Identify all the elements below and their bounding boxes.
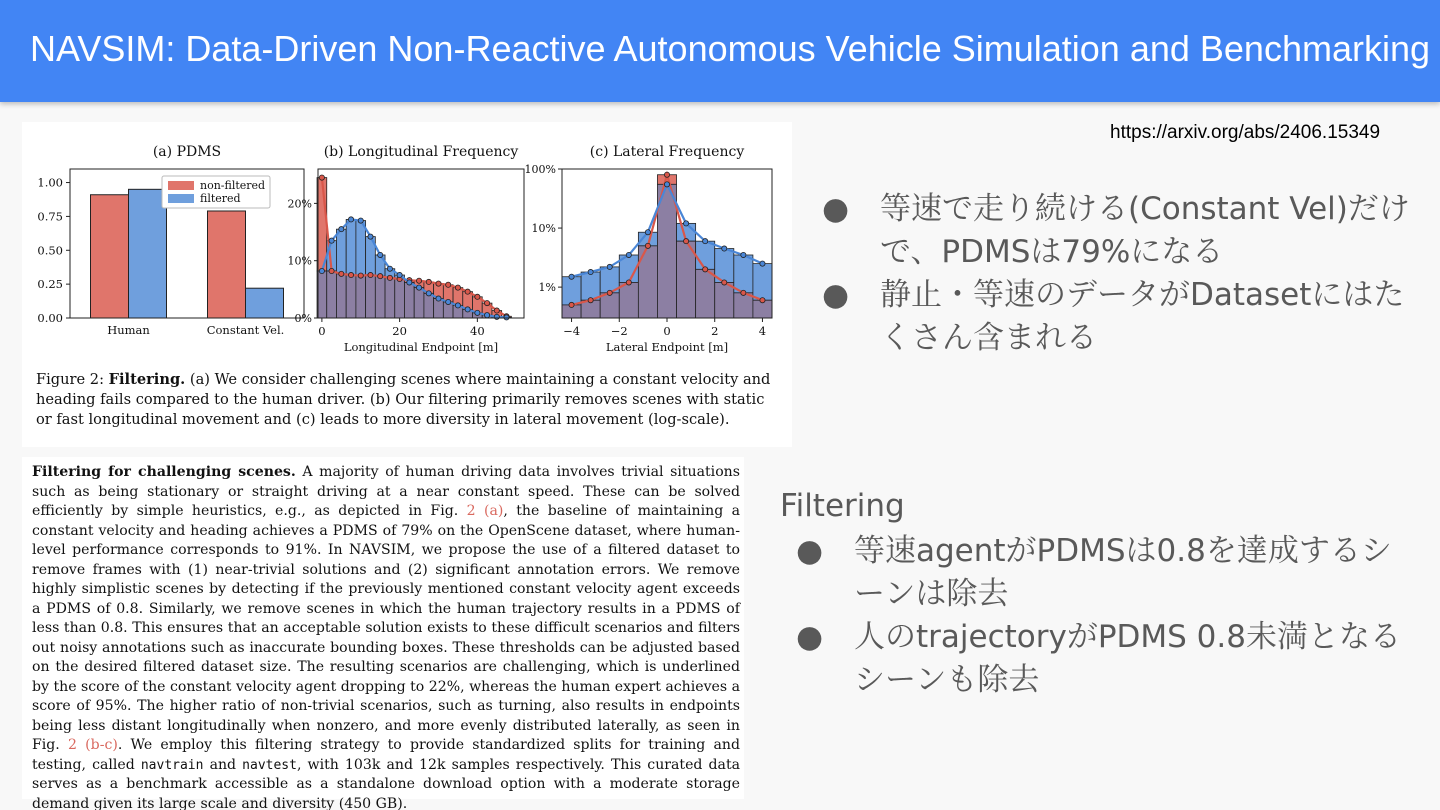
chart-a-ytick-label: 1.00: [37, 175, 63, 190]
chart-c-point: [588, 298, 593, 303]
chart-c-title: (c) Lateral Frequency: [589, 144, 745, 160]
figure-charts: [22, 122, 792, 367]
chart-c-xtick-label: 4: [758, 324, 767, 338]
chart-a-ytick-label: 0.00: [37, 311, 63, 325]
chart-b-bar-overlap: [404, 282, 414, 318]
paragraph-and: and: [209, 756, 237, 773]
chart-c-xlabel: Lateral Endpoint [m]: [605, 340, 729, 354]
chart-a-ytick-label: 0.25: [37, 277, 63, 292]
chart-b-bar-overlap: [346, 275, 356, 318]
chart-c-point: [569, 274, 574, 279]
fig-ref-2[interactable]: 2: [68, 737, 77, 753]
chart-b-bar-excess: [336, 229, 346, 274]
chart-b-point: [436, 296, 441, 301]
paragraph-text-3: . We employ this filtering strategy to provide standardized splits for training and testing, called: [32, 737, 740, 773]
chart-b-bar-overlap: [336, 274, 346, 318]
paragraph-text-1: A majority of human driving data involves trivial situations such as being stationary or straight driving at a near constant speed. These can be solved efficiently by simple heuristics, e.g., as depicted in Fig.: [32, 464, 740, 519]
chart-a-xtick-label: Constant Vel.: [206, 323, 285, 337]
chart-c-point: [760, 298, 765, 303]
chart-a-ytick-label: 0.50: [37, 243, 63, 258]
chart-c-point: [703, 239, 708, 244]
chart-c-point: [588, 269, 593, 274]
chart-b-point: [358, 218, 363, 223]
chart-b-point: [494, 308, 499, 313]
chart-a-xtick-label: Human: [107, 323, 150, 337]
chart-a-bar: [91, 195, 129, 318]
chart-c-point: [760, 261, 765, 266]
chart-b-bar-overlap: [395, 279, 405, 318]
chart-c-bar-excess: [562, 277, 581, 305]
chart-c-point: [683, 239, 688, 244]
chart-a-title: (a) PDMS: [152, 144, 222, 160]
chart-a-ytick-label: 0.75: [37, 209, 63, 224]
chart-c-point: [645, 243, 650, 248]
chart-b-bar-overlap: [327, 271, 337, 318]
figure-panel: [22, 122, 792, 447]
chart-c-bar-excess: [696, 241, 715, 269]
chart-c-bar-overlap: [600, 293, 619, 318]
paragraph-text-2: , the baseline of maintaining a constant velocity and heading achieves a PDMS of 79% on the OpenScene dataset, where human-level performance corresponds to 91%. In NAVSIM, we propose the use of a filtered dataset to remove frames with (1) near-trivial solutions and (2) significant annotation errors. We remove highly simplistic scenes by detecting if the previously mentioned constant velocity agent exceeds a PDMS of 0.8. Similarly, we remove scenes in which the human trajectory results in a PDMS of less than 0.8. This ensures that an acceptable solution exists to these difficult scenarios and filters out noisy annotations such as inaccurate bounding boxes. These thresholds can be adjusted based on the desired filtered dataset size. The resulting scenarios are challenging, which is underlined by the score of the constant velocity agent dropping to 22%, whereas the human expert achieves a score of 95%. The higher ratio of non-trivial scenarios, such as turning, also results in endpoints being less distant longitudinally when nonzero, and more evenly distributed laterally, as seen in Fig.: [32, 503, 741, 753]
chart-a-legend-label: non-filtered: [200, 179, 266, 192]
chart-c-bar-overlap: [734, 293, 753, 318]
chart-b-point: [436, 281, 441, 286]
chart-b-bar-overlap: [356, 276, 366, 318]
chart-b-point: [484, 313, 489, 318]
chart-b-xtick-label: 20: [392, 324, 407, 338]
chart-b-ytick-label: 20%: [287, 197, 312, 211]
bullet-dot-icon: ●: [796, 619, 824, 655]
chart-c-point: [722, 280, 727, 285]
chart-b-point: [465, 307, 470, 312]
chart-c-xtick-label: −2: [610, 324, 628, 338]
chart-c-point: [626, 280, 631, 285]
chart-c-point: [645, 230, 650, 235]
chart-b-bar-excess: [356, 221, 366, 276]
chart-c-xtick-label: 2: [711, 324, 719, 338]
chart-b-point: [475, 294, 480, 299]
fig-ref-1-sub[interactable]: (a): [483, 503, 504, 519]
chart-c-ytick-label: 100%: [524, 163, 556, 176]
chart-b-point: [319, 268, 324, 273]
chart-b-point: [358, 273, 363, 278]
chart-c-bar-overlap: [696, 269, 715, 318]
paper-paragraph: [32, 463, 740, 810]
chart-c-bar-overlap: [657, 184, 676, 318]
chart-c-ytick-label: 10%: [531, 222, 556, 236]
chart-b-point: [368, 234, 373, 239]
filtering-bullet-list: [796, 530, 1416, 702]
chart-b-point: [378, 274, 383, 279]
chart-b-point: [339, 227, 344, 232]
chart-b-point: [446, 299, 451, 304]
chart-c-point: [722, 246, 727, 251]
filtering-heading: Filtering: [780, 488, 905, 524]
chart-b-point: [455, 285, 460, 290]
chart-b-xtick-label: 0: [318, 324, 326, 338]
chart-c-point: [741, 252, 746, 257]
chart-b-point: [319, 175, 324, 180]
chart-b-point: [504, 315, 509, 320]
chart-b-point: [368, 272, 373, 277]
chart-b-xlabel: Longitudinal Endpoint [m]: [343, 340, 499, 354]
caption-bold: Filtering.: [108, 371, 186, 388]
chart-b-point: [348, 272, 353, 277]
chart-b-bar-excess: [346, 219, 356, 275]
chart-b-point: [465, 289, 470, 294]
bullet-text: 人のtrajectoryがPDMS 0.8未満となるシーンも除去: [854, 619, 1401, 698]
chart-a-bar: [246, 288, 284, 318]
chart-b-point: [407, 280, 412, 285]
chart-c-point: [607, 290, 612, 295]
chart-b-point: [339, 271, 344, 276]
chart-c-bar-excess: [753, 264, 772, 301]
chart-b-point: [416, 278, 421, 283]
figure-caption: [36, 370, 781, 430]
chart-b-bar-overlap: [424, 293, 434, 318]
caption-label: Figure 2:: [36, 371, 104, 388]
code-navtrain: navtrain: [140, 757, 204, 773]
bullet-item: [822, 274, 1422, 360]
chart-c-point: [569, 302, 574, 307]
chart-c-point: [626, 252, 631, 257]
chart-a-legend-label: filtered: [200, 192, 241, 205]
chart-c-ytick-label: 1%: [538, 281, 556, 295]
chart-a-legend-swatch: [168, 194, 194, 203]
arxiv-url[interactable]: https://arxiv.org/abs/2406.15349: [1110, 122, 1381, 143]
bullet-text: 等速agentがPDMSは0.8を達成するシーンは除去: [854, 533, 1392, 612]
chart-c-point: [664, 172, 669, 177]
chart-b-point: [329, 238, 334, 243]
slide-title: NAVSIM: Data-Driven Non-Reactive Autonomous Vehicle Simulation and Benchmarking: [30, 28, 1431, 69]
bullet-dot-icon: ●: [822, 191, 850, 227]
chart-b-bar-overlap: [414, 288, 424, 318]
chart-b-ytick-label: 0%: [294, 312, 312, 325]
bullet-text: 等速で走り続ける(Constant Vel)だけで、PDMSは79%になる: [880, 191, 1410, 270]
chart-b-point: [426, 291, 431, 296]
bullet-item: [796, 616, 1416, 702]
paragraph-heading: Filtering for challenging scenes.: [32, 464, 296, 480]
chart-c-point: [683, 221, 688, 226]
chart-b-title: (b) Longitudinal Frequency: [323, 144, 519, 160]
chart-b-point: [348, 217, 353, 222]
chart-b-bar-overlap: [375, 276, 385, 318]
slide-header: [0, 0, 1440, 102]
code-navtest: navtest: [242, 757, 297, 773]
chart-b-point: [455, 303, 460, 308]
chart-b-point: [397, 272, 402, 277]
bullet-item: [796, 530, 1416, 616]
chart-b-point: [494, 314, 499, 319]
chart-c-point: [703, 267, 708, 272]
chart-b-point: [475, 310, 480, 315]
chart-c-bar-excess: [581, 272, 600, 300]
fig-ref-1[interactable]: 2: [466, 503, 476, 519]
chart-b-point: [387, 275, 392, 280]
caption-text: (a) We consider challenging scenes where maintaining a constant velocity and heading fails compared to the human driver. (b) Our filtering primarily removes scenes with static or fast longitudinal movement and (c) leads to more diversity in lateral movement (log-scale).: [36, 371, 771, 428]
chart-b-point: [446, 282, 451, 287]
bullet-item: [822, 188, 1422, 274]
chart-c-xtick-label: −4: [563, 324, 581, 338]
chart-b-point: [378, 252, 383, 257]
bullet-text: 静止・等速のデータがDatasetにはたくさん含まれる: [880, 277, 1405, 356]
chart-a-legend-swatch: [168, 181, 194, 190]
chart-b-bar-overlap: [385, 278, 395, 318]
chart-c-point: [741, 290, 746, 295]
bullet-dot-icon: ●: [822, 277, 850, 313]
chart-b-point: [426, 279, 431, 284]
chart-a-bar: [208, 211, 246, 318]
chart-b-xtick-label: 40: [470, 324, 485, 338]
chart-a-bar: [129, 189, 167, 318]
chart-c-bar-overlap: [715, 282, 734, 318]
paragraph-text-4: , with 103k and 12k samples respectively. This curated data serves as a benchmark accessible as a standalone download option with a moderate storage demand given its large scale and diversity (450 GB).: [32, 756, 741, 810]
chart-b-bar-overlap: [366, 275, 376, 318]
paper-excerpt: [22, 457, 744, 810]
fig-ref-2-sub[interactable]: (b-c): [85, 737, 118, 753]
chart-b-point: [329, 268, 334, 273]
chart-b-point: [387, 266, 392, 271]
chart-c-point: [664, 182, 669, 187]
chart-c-bar-overlap: [619, 282, 638, 318]
chart-c-point: [607, 264, 612, 269]
bullet-dot-icon: ●: [796, 533, 824, 569]
chart-c-bar-excess: [734, 255, 753, 293]
chart-b-ytick-label: 10%: [287, 254, 312, 268]
top-bullet-list: [822, 188, 1422, 360]
chart-c-xtick-label: 0: [663, 324, 671, 338]
chart-b-point: [416, 285, 421, 290]
chart-b-point: [484, 301, 489, 306]
